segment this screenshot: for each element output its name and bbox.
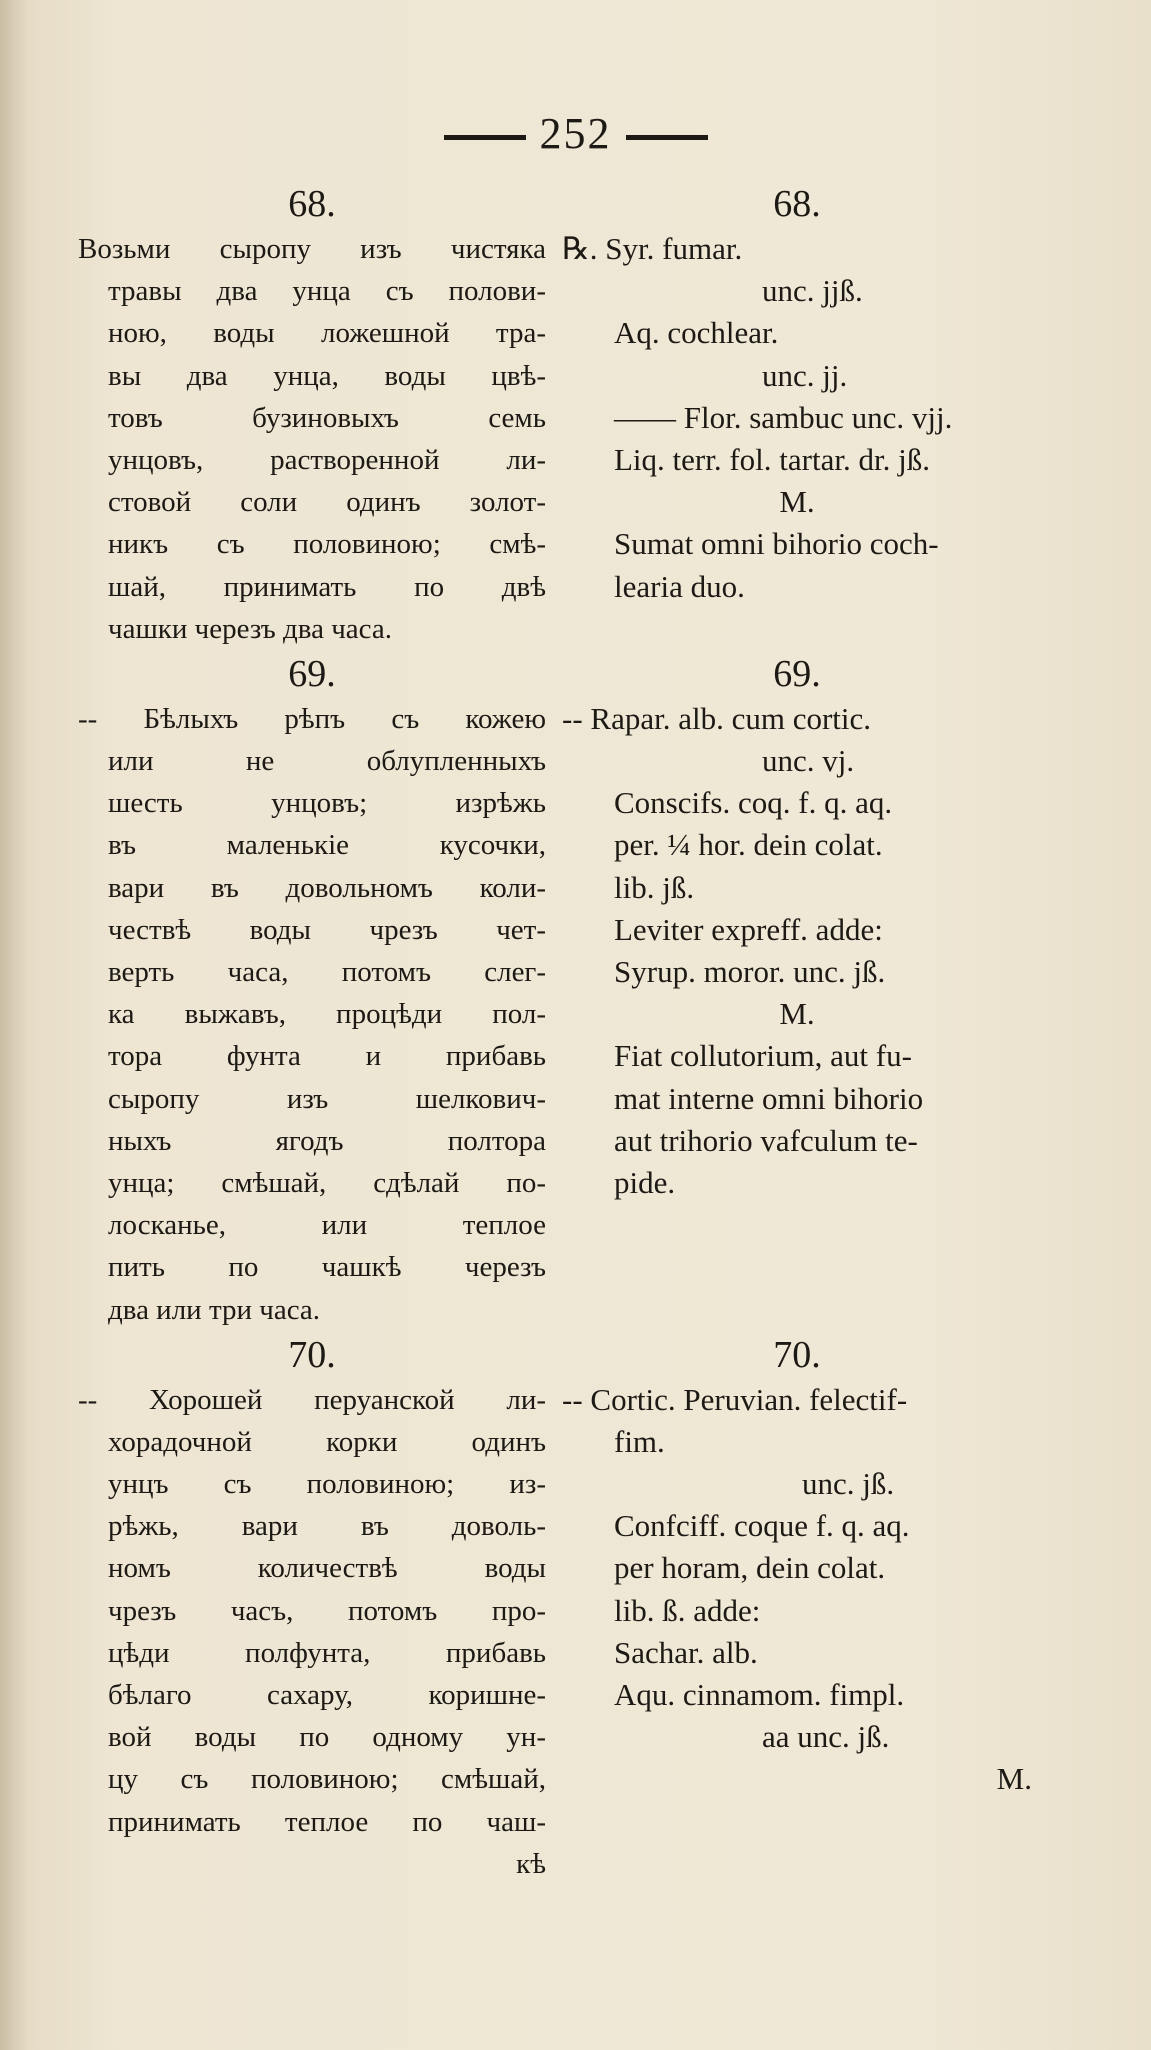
la-70-line-9: aa unc. jß. bbox=[762, 1719, 890, 1755]
ru-68-line-8: никъ съ половиною; смѣ- bbox=[108, 528, 546, 561]
russian-column bbox=[78, 180, 546, 1885]
la-69-line-5: lib. jß. bbox=[614, 869, 695, 905]
la-70-line-1: -- Cortic. Peruvian. felectif- bbox=[562, 1381, 908, 1417]
page-header bbox=[0, 108, 1151, 159]
la-69-line-6: Leviter expreff. adde: bbox=[614, 911, 883, 947]
la-68-line-2: unc. jjß. bbox=[762, 273, 863, 309]
la-70-line-5: per horam, dein colat. bbox=[614, 1550, 886, 1586]
la-69-line-3: Conscifs. coq. f. q. aq. bbox=[614, 785, 893, 821]
ru-69-line-6: чествѣ воды чрезъ чет- bbox=[108, 913, 546, 946]
header-rule-right bbox=[626, 135, 708, 140]
ru-69-line-3: шесть унцовъ; изрѣжь bbox=[108, 787, 546, 820]
la-69-line-2: unc. vj. bbox=[762, 743, 855, 779]
ru-69-line-4: въ маленькіе кусочки, bbox=[108, 829, 546, 862]
ru-68-line-7: стовой соли одинъ золот- bbox=[108, 486, 546, 519]
recipe-number-69-la: 69. bbox=[773, 652, 821, 695]
ru-68-line-1: Возьми сыропу изъ чистяка bbox=[78, 233, 546, 265]
ru-69-line-14: пить по чашкѣ черезъ bbox=[108, 1251, 546, 1284]
recipe-number-68-la: 68. bbox=[773, 183, 821, 225]
la-70-line-8: Aqu. cinnamom. fimpl. bbox=[614, 1677, 905, 1712]
la-68-line-3: Aq. cochlear. bbox=[614, 315, 779, 351]
spacer bbox=[562, 1289, 1032, 1331]
la-69-line-7: Syrup. moror. unc. jß. bbox=[614, 954, 886, 989]
ru-69-line-12: унца; смѣшай, сдѣлай по- bbox=[108, 1166, 546, 1199]
ru-70-line-8: бѣлаго сахару, коришне- bbox=[108, 1679, 546, 1711]
ru-70-line-2: хорадочной корки одинъ bbox=[108, 1425, 546, 1458]
la-68-line-4: unc. jj. bbox=[762, 357, 848, 393]
ru-68-line-10: чашки черезъ два часа. bbox=[108, 612, 393, 645]
la-68-line-5: —— Flor. sambuc unc. vjj. bbox=[614, 399, 953, 435]
la-70-line-10: M. bbox=[996, 1761, 1032, 1797]
ru-70-line-1: -- Хорошей перуанской ли- bbox=[78, 1383, 546, 1416]
la-69-line-8: M. bbox=[779, 996, 815, 1032]
ru-70-line-9: вой воды по одному ун- bbox=[108, 1721, 546, 1754]
ru-68-line-5: товъ бузиновыхъ семь bbox=[108, 401, 546, 434]
la-70-line-4: Confciff. coque f. q. aq. bbox=[614, 1508, 910, 1544]
la-70-line-6: lib. ß. adde: bbox=[614, 1592, 761, 1628]
header-rule-left bbox=[444, 135, 526, 140]
la-69-line-12: pide. bbox=[614, 1164, 676, 1200]
recipe-number-70-ru: 70. bbox=[288, 1333, 336, 1376]
ru-68-line-6: унцовъ, растворенной ли- bbox=[108, 443, 546, 476]
ru-69-line-8: ка выжавъ, процѣди пол- bbox=[108, 998, 546, 1031]
ru-69-line-13: лосканье, или теплое bbox=[108, 1209, 546, 1242]
la-70-line-2: fim. bbox=[614, 1423, 665, 1459]
page-number: 252 bbox=[539, 109, 612, 158]
la-69-line-10: mat interne omni bihorio bbox=[614, 1080, 924, 1116]
la-68-line-7: M. bbox=[779, 484, 815, 520]
ru-70-line-10: цу съ половиною; смѣшай, bbox=[108, 1763, 546, 1796]
la-70-line-3: unc. jß. bbox=[802, 1466, 895, 1502]
ru-68-line-2: травы два унца съ полови- bbox=[108, 275, 546, 308]
recipe-number-69-ru: 69. bbox=[288, 652, 336, 695]
ru-70-line-5: номъ количествѣ воды bbox=[108, 1552, 546, 1585]
ru-70-line-3: унцъ съ половиною; из- bbox=[108, 1468, 546, 1501]
ru-68-line-9: шай, принимать по двѣ bbox=[108, 570, 546, 603]
ru-69-line-5: вари въ довольномъ коли- bbox=[108, 871, 546, 904]
la-68-line-1: ℞. Syr. fumar. bbox=[562, 231, 743, 266]
ru-68-line-3: ною, воды ложешной тра- bbox=[108, 317, 546, 350]
ru-69-line-2: или не облупленныхъ bbox=[108, 745, 546, 778]
la-69-line-9: Fiat collutorium, aut fu- bbox=[614, 1038, 912, 1074]
spacer bbox=[562, 1204, 1032, 1246]
latin-column bbox=[562, 180, 1032, 1801]
la-68-line-6: Liq. terr. fol. tartar. dr. jß. bbox=[614, 441, 930, 477]
spacer bbox=[562, 608, 1032, 650]
la-70-line-7: Sachar. alb. bbox=[614, 1634, 758, 1670]
ru-69-line-10: сыропу изъ шелкович- bbox=[108, 1082, 546, 1115]
ru-68-line-4: вы два унца, воды цвѣ- bbox=[108, 359, 546, 392]
la-69-line-11: aut trihorio vafculum te- bbox=[614, 1122, 918, 1158]
ru-69-line-7: верть часа, потомъ слег- bbox=[108, 956, 546, 988]
la-68-line-8: Sumat omni bihorio coch- bbox=[614, 526, 939, 562]
recipe-number-70-la: 70. bbox=[773, 1333, 821, 1376]
ru-70-catchword: кѣ bbox=[516, 1847, 546, 1880]
spacer bbox=[562, 1246, 1032, 1288]
la-69-line-1: -- Rapar. alb. cum cortic. bbox=[562, 700, 872, 736]
ru-69-line-11: ныхъ ягодъ полтора bbox=[108, 1124, 546, 1157]
ru-70-line-4: рѣжь, вари въ доволь- bbox=[108, 1510, 546, 1543]
ru-70-line-7: цѣди полфунта, прибавь bbox=[108, 1636, 546, 1669]
ru-70-line-6: чрезъ часъ, потомъ про- bbox=[108, 1594, 546, 1627]
ru-70-line-11: принимать теплое по чаш- bbox=[108, 1805, 546, 1838]
la-69-line-4: per. ¼ hor. dein colat. bbox=[614, 827, 883, 863]
ru-69-line-1: -- Бѣлыхъ рѣпъ съ кожею bbox=[78, 702, 546, 735]
ru-69-line-9: тора фунта и прибавь bbox=[108, 1040, 546, 1073]
recipe-number-68-ru: 68. bbox=[288, 183, 336, 225]
la-68-line-9: learia duo. bbox=[614, 568, 745, 604]
ru-69-line-15: два или три часа. bbox=[108, 1293, 321, 1326]
